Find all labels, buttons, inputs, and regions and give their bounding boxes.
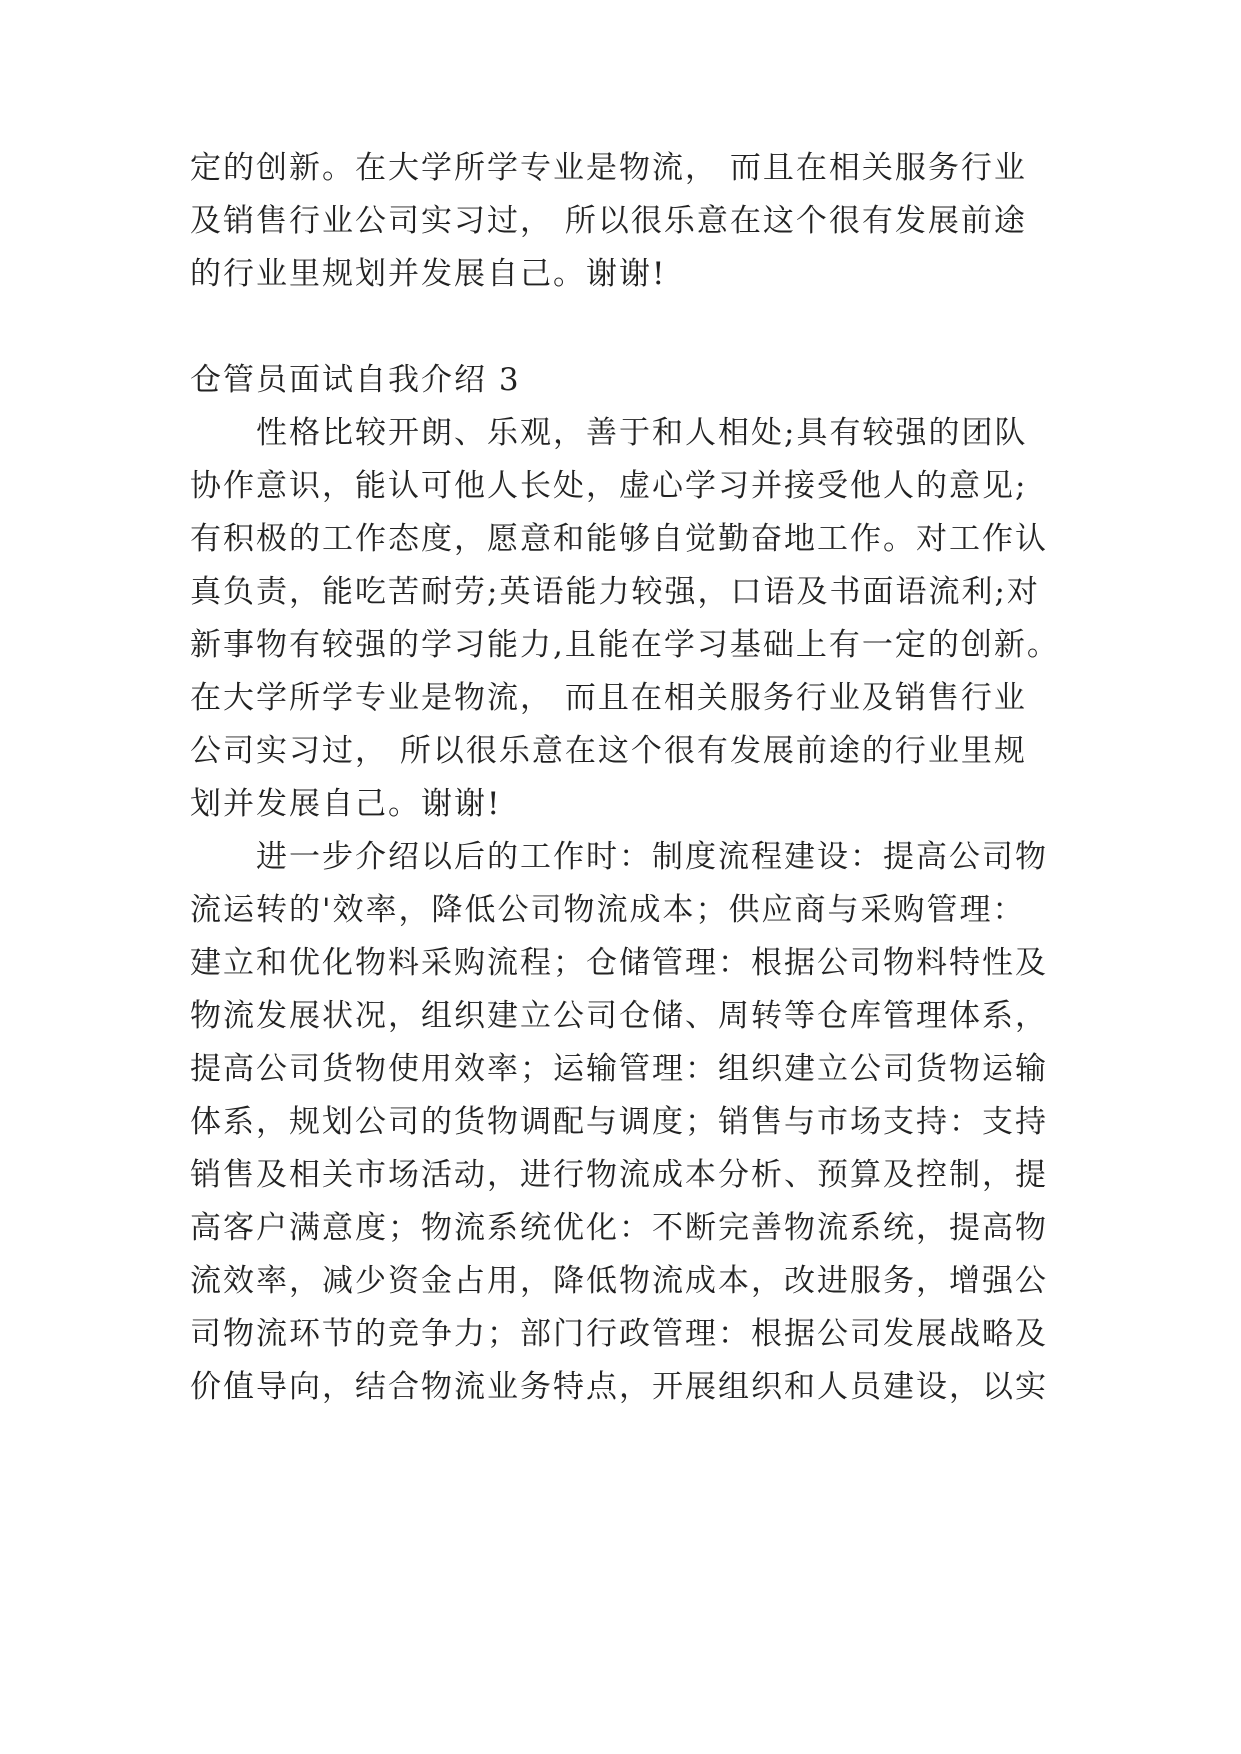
text-line: 进一步介绍以后的工作时：制度流程建设：提高公司物: [256, 839, 1048, 875]
text-line: 定的创新。在大学所学专业是物流， 而且在相关服务行业: [190, 150, 1027, 186]
text-line: 及销售行业公司实习过， 所以很乐意在这个很有发展前途: [190, 203, 1027, 239]
section-title: 仓管员面试自我介绍 3: [190, 362, 521, 398]
text-line: 协作意识，能认可他人长处，虚心学习并接受他人的意见;: [190, 468, 1028, 504]
text-line: 性格比较开朗、乐观，善于和人相处;具有较强的团队: [256, 415, 1028, 451]
text-line: 建立和优化物料采购流程；仓储管理：根据公司物料特性及: [190, 945, 1048, 981]
text-line: 提高公司货物使用效率；运输管理：组织建立公司货物运输: [190, 1051, 1048, 1087]
text-line: 流效率，减少资金占用，降低物流成本，改进服务，增强公: [190, 1263, 1048, 1299]
text-line: 公司实习过， 所以很乐意在这个很有发展前途的行业里规: [190, 733, 1027, 769]
text-line: 销售及相关市场活动，进行物流成本分析、预算及控制，提: [190, 1157, 1048, 1193]
text-line: 真负责，能吃苦耐劳;英语能力较强，口语及书面语流利;对: [190, 574, 1040, 610]
text-line: 价值导向，结合物流业务特点，开展组织和人员建设，以实: [190, 1369, 1048, 1405]
text-line: 司物流环节的竞争力；部门行政管理：根据公司发展战略及: [190, 1316, 1048, 1352]
text-line: 物流发展状况，组织建立公司仓储、周转等仓库管理体系，: [190, 998, 1048, 1034]
text-line: 流运转的'效率，降低公司物流成本；供应商与采购管理：: [190, 892, 1026, 928]
text-line: 高客户满意度；物流系统优化：不断完善物流系统，提高物: [190, 1210, 1048, 1246]
text-line: 的行业里规划并发展自己。谢谢!: [190, 256, 667, 292]
text-line: 在大学所学专业是物流， 而且在相关服务行业及销售行业: [190, 680, 1027, 716]
text-line: 划并发展自己。谢谢!: [190, 786, 502, 822]
text-line: 新事物有较强的学习能力,且能在学习基础上有一定的创新。: [190, 627, 1060, 663]
text-line: 体系，规划公司的货物调配与调度；销售与市场支持：支持: [190, 1104, 1048, 1140]
text-line: 有积极的工作态度，愿意和能够自觉勤奋地工作。对工作认: [190, 521, 1048, 557]
